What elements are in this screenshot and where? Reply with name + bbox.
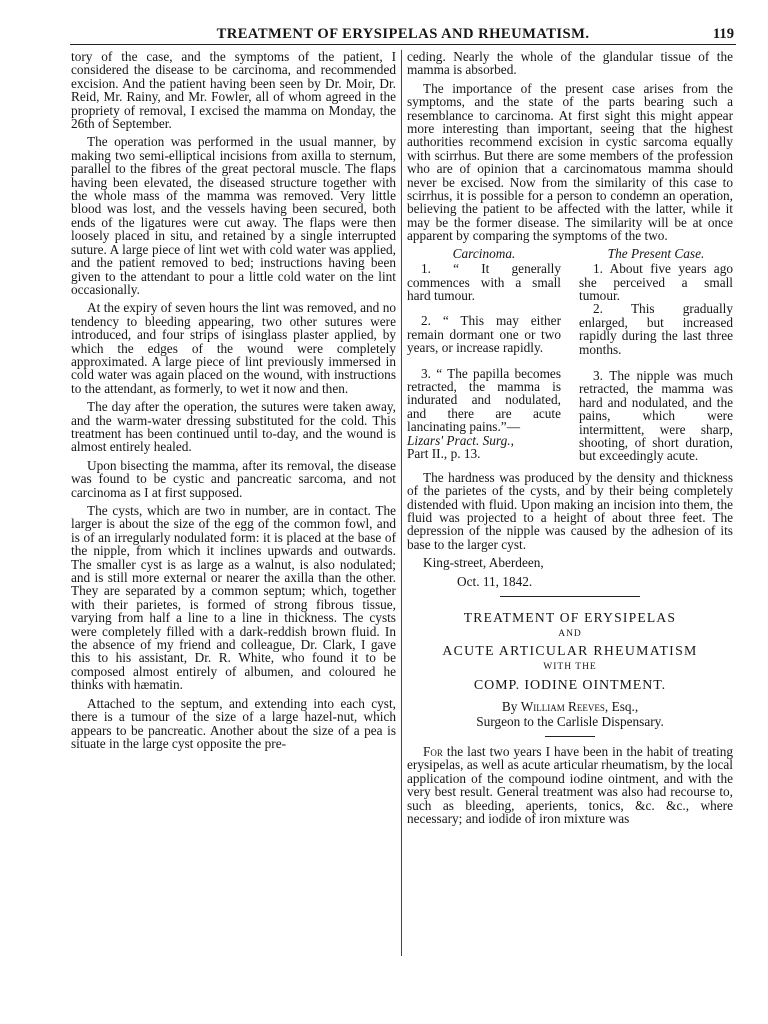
signoff-place: King-street, Aberdeen,	[423, 555, 544, 571]
article-title-line: ACUTE ARTICULAR RHEUMATISM	[442, 643, 698, 659]
running-head	[70, 26, 736, 45]
comparison-item: 2. “ This may either remain dormant one or two years, or increase rapidly.	[407, 313, 561, 356]
article-first-word: For	[423, 744, 443, 760]
article-title-connector: WITH THE	[543, 662, 597, 673]
comparison-present-case	[579, 247, 733, 463]
paragraph: At the expiry of seven hours the lint was removed, and no tendency to bleeding appearing, two other sutures were introduced, and four strips of isinglass plaster applied, by which the edges of the wound were completely approximated. A large piece of lint previously immersed in cold water was again placed on the wound, with instructions to the attendant, as formerly, to wet it now and then.	[71, 300, 396, 396]
paragraph: Upon bisecting the mamma, after its removal, the disease was found to be cystic and pancreatic sarcoma, and not carcinoma as I at first supposed.	[71, 457, 396, 500]
article-title-connector: AND	[558, 629, 582, 640]
comparison-item: 1. About five years ago she perceived a small tumour.	[579, 261, 733, 303]
byline	[407, 699, 733, 714]
paragraph: tory of the case, and the symptoms of the patient, I considered the disease to be carcinoma, and recommended excision. And the patient having been seen by Dr. Moir, Dr. Reid, Mr. Rainy, and Mr. Fowler, all of whom agreed in the propriety of removal, I excised the mamma on Monday, the 26th of September.	[71, 49, 396, 132]
author-name: William Reeves	[520, 699, 605, 715]
section-rule	[545, 736, 595, 737]
signoff-date: Oct. 11, 1842.	[457, 573, 533, 589]
comparison-reference	[407, 434, 561, 461]
article-first-paragraph-text: the last two years I have been in the habit of treating erysipelas, as well as acute articular rheumatism, by the local application of the compound iodine ointment, and with the very best result. General treatment was also had recourse to, such as bleeding, aperients, tonics, &c. &c., where necessary; and iodide of iron mixture was	[407, 744, 733, 827]
paragraph: ceding. Nearly the whole of the glandular tissue of the mamma is absorbed.	[407, 49, 733, 78]
article-title-line: TREATMENT OF ERYSIPELAS	[463, 610, 677, 626]
reference-title: Lizars' Pract. Surg.,	[407, 432, 514, 448]
article-title-line: COMP. IODINE OINTMENT.	[473, 678, 667, 694]
paragraph: The day after the operation, the sutures were taken away, and the warm-water dressing substituted for the cold. This treatment has been continued until to-day, and the wound is almost entirely healed.	[71, 399, 396, 455]
comparison-carcinoma	[407, 247, 561, 463]
byline-prefix: By	[501, 699, 518, 715]
paragraph: The importance of the present case arises from the symptoms, and the state of the parts bearing such a resemblance to carcinoma. At first sight this might appear more interesting than important, seeing that the highest authorities recommend excision in cystic sarcoma equally with scirrhus. But there are some members of the profession who are of opinion that a carcinomatous mamma should never be excised. Now from the similarity of this case to scirrhus, it is possible for a person to condemn an operation, believing the patient to be affected with the latter, while it may be the former disease. The similarity will be at once apparent by comparing the symptoms of the two.	[407, 80, 733, 244]
paragraph: The hardness was produced by the density and thickness of the parietes of the cysts, and by their being completely distended with fluid. Upon making an incision into them, the fluid was projected to a height of about three feet. The depression of the nipple was caused by the adhesion of its base to the larger cyst.	[407, 469, 733, 552]
symptom-comparison	[407, 247, 733, 463]
paragraph: The operation was performed in the usual manner, by making two semi-elliptical incisions from axilla to sternum, parallel to the fibres of the great pectoral muscle. The flaps having been elevated, the diseased structure together with the whole mass of the mamma was removed. Very little blood was lost, and the vessels having been secured, both ends of the ligatures were cut away. The flaps were then loosely placed in situ, and retained by a single interrupted suture. A large piece of lint wet with cold water was applied, and the patient removed to bed; instructions having been given to the attendant to pour a little cold water on the lint occasionally.	[71, 134, 396, 297]
author-affiliation: Surgeon to the Carlisle Dispensary.	[476, 714, 664, 730]
comparison-item: 1. “ It generally commences with a small hard tumour.	[407, 261, 561, 303]
comparison-item: 2. This gradually enlarged, but increased rapidly during the last three months.	[579, 301, 733, 357]
article-heading	[407, 609, 733, 737]
paragraph: Attached to the septum, and extending into each cyst, there is a tumour of the size of a large hazel-nut, which appears to be pancreatic. Another about the size of a pea is situate in the large cyst opposite the pre-	[71, 695, 396, 751]
comparison-item: 3. “ The papilla becomes retracted, the mamma is indurated and nodulated, and there are acute lancinating pains.”—	[407, 365, 561, 435]
reference-part: Part II., p. 13.	[407, 445, 481, 461]
comparison-heading: Carcinoma.	[452, 245, 516, 261]
column-divider	[401, 50, 402, 956]
author-suffix: , Esq.,	[604, 699, 639, 715]
right-column	[407, 50, 733, 825]
left-column	[71, 50, 396, 750]
page-number: 119	[712, 26, 734, 42]
section-rule	[500, 596, 640, 597]
paragraph: The cysts, which are two in number, are in contact. The larger is about the size of the egg of the common fowl, and is of an irregularly nodulated form: it is placed at the base of the nipple, from which it inclines upwards and outwards. The smaller cyst is as large as a walnut, is also nodulated; and is still more external or nearer the axilla than the other. They are separated by a common septum; which, together with their parietes, is formed of strong fibrous tissue, varying from half a line to a line in thickness. The cysts were completely filled with a dark-reddish brown fluid. In the absence of my friend and colleague, Dr. Clark, I gave this to his assistant, Dr. R. White, who found it to be composed almost entirely of albumen, and coloured he thinks with hæmatin.	[71, 503, 396, 693]
article-first-paragraph	[407, 745, 733, 825]
running-title: TREATMENT OF ERYSIPELAS AND RHEUMATISM.	[216, 26, 590, 42]
comparison-item: 3. The nipple was much retracted, the mamma was hard and nodulated, and the pains, which were intermittent, were sharp, shooting, of short duration, but exceedingly acute.	[579, 367, 733, 464]
comparison-heading: The Present Case.	[607, 245, 705, 261]
